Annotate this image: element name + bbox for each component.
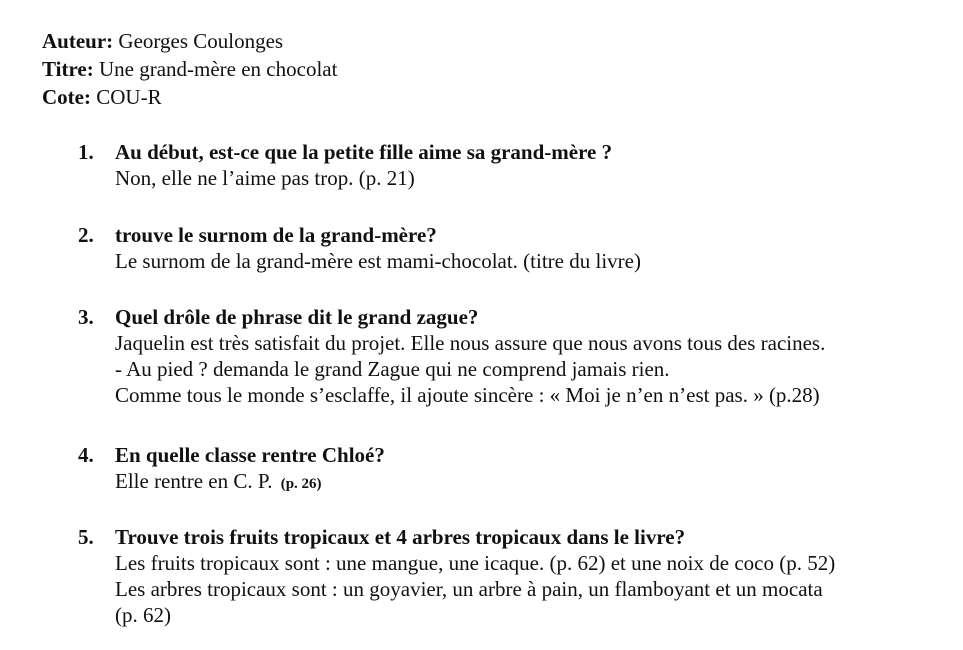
answer-line: Jaquelin est très satisfait du projet. Elle nous assure que nous avons tous des racines. [115, 331, 826, 355]
question-number: 4. [78, 443, 94, 467]
answer-line: Les arbres tropicaux sont : un goyavier, un arbre à pain, un flamboyant et un mocata [115, 577, 823, 601]
question-text: Quel drôle de phrase dit le grand zague? [115, 305, 479, 329]
answer-text: Elle rentre en C. P. [115, 469, 273, 493]
answer-line: - Au pied ? demanda le grand Zague qui ne comprend jamais rien. [115, 357, 670, 381]
author-value: Georges Coulonges [118, 29, 284, 53]
title-value: Une grand-mère en chocolat [98, 57, 338, 81]
title-line [42, 55, 337, 83]
answer-line: Non, elle ne l’aime pas trop. (p. 21) [115, 166, 415, 190]
author-label: Auteur: [42, 29, 114, 53]
answer-line: Les fruits tropicaux sont : une mangue, une icaque. (p. 62) et une noix de coco (p. 52) [115, 551, 836, 575]
question-number: 1. [78, 140, 94, 164]
question-text: trouve le surnom de la grand-mère? [115, 223, 437, 247]
question-item-3 [0, 304, 825, 408]
book-header [42, 27, 337, 111]
question-item-4 [0, 442, 385, 497]
question-number: 3. [78, 305, 94, 329]
cote-value: COU-R [96, 85, 162, 109]
question-number: 5. [78, 525, 94, 549]
question-text: Au début, est-ce que la petite fille aime sa grand-mère ? [115, 140, 613, 164]
answer-line: Comme tous le monde s’esclaffe, il ajoute sincère : « Moi je n’en n’est pas. » (p.28) [115, 383, 820, 407]
question-item-1 [0, 139, 612, 191]
cote-label: Cote: [42, 85, 91, 109]
answer-line: Le surnom de la grand-mère est mami-chocolat. (titre du livre) [115, 249, 641, 273]
page-reference: (p. 26) [280, 476, 322, 492]
cote-line [42, 83, 337, 111]
answer-line [115, 468, 385, 497]
question-item-5 [0, 524, 835, 628]
question-number: 2. [78, 223, 94, 247]
answer-line: (p. 62) [115, 603, 171, 627]
author-line [42, 27, 337, 55]
question-text: Trouve trois fruits tropicaux et 4 arbres tropicaux dans le livre? [115, 525, 686, 549]
title-label: Titre: [42, 57, 94, 81]
question-text: En quelle classe rentre Chloé? [115, 443, 385, 467]
question-item-2 [0, 222, 641, 274]
